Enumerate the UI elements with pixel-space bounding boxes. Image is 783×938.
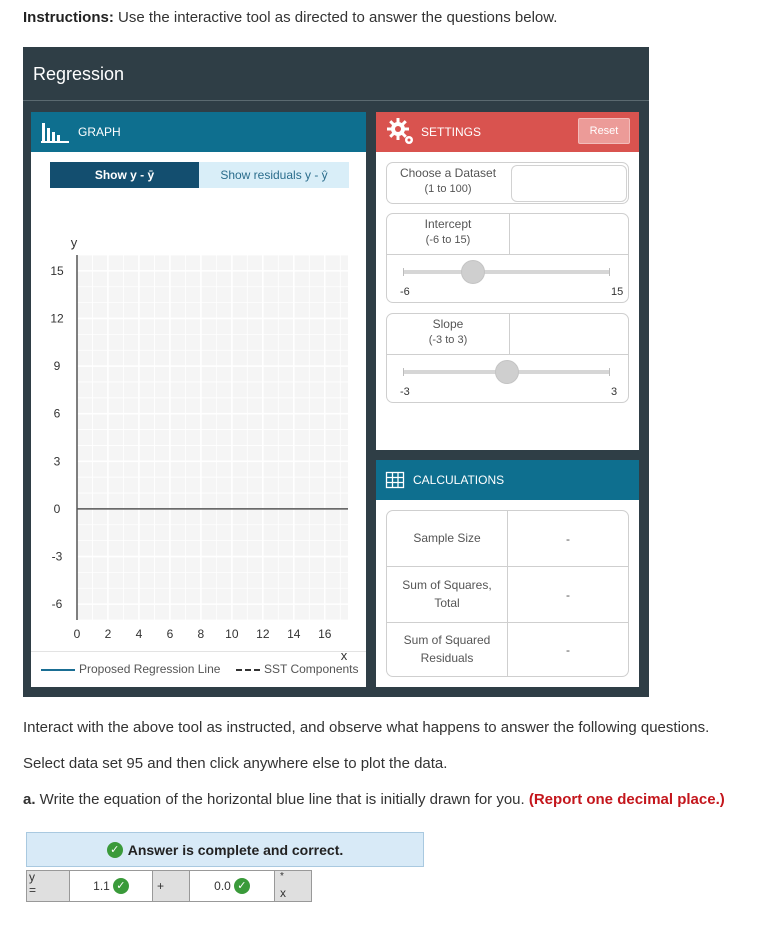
graph-header [31,112,366,152]
calculations-header [376,460,639,500]
check-circle-icon: ✓ [107,842,123,858]
slope-separator [509,314,510,354]
graph-legend [31,651,366,687]
x-tick-label: 10 [225,627,239,641]
intercept-answer-cell[interactable] [69,870,153,902]
legend-sst [236,662,359,676]
intercept-box [386,213,629,303]
slope-slider-tick-min [403,368,404,376]
reset-button[interactable]: Reset [578,118,630,144]
y-tick-label: 15 [50,263,64,278]
table-grid-icon [386,472,404,488]
slope-answer: 0.0 [214,879,231,893]
intercept-min-label: -6 [400,286,410,298]
intercept-slider-tick-max [609,268,610,276]
y-tick-label: 12 [50,311,64,326]
calc-name: Sample Size [413,530,481,545]
y-equals-cell [26,870,70,902]
settings-panel [376,112,639,450]
times-sign: * [280,871,284,882]
x-tick-label: 0 [73,627,81,641]
legend-dashed-line [236,669,260,671]
y-tick-label: 9 [53,359,61,374]
show-y-minus-ybar-button[interactable]: Show y - ȳ [50,162,199,188]
y-label: y [29,870,35,884]
intercept-slider-thumb[interactable] [461,260,485,284]
app-divider [23,100,649,101]
x-tick-label: 14 [287,627,301,641]
equals-label: = [29,883,37,897]
x-tick-label: 12 [256,627,270,641]
intercept-label [387,214,509,246]
slope-box [386,313,629,403]
dataset-label [387,163,509,195]
dataset-range: (1 to 100) [424,183,472,195]
calc-value: - [566,531,570,546]
settings-header-label: SETTINGS [421,125,482,139]
calc-value: - [566,587,570,602]
intercept-slider-tick-min [403,268,404,276]
instructions [23,9,557,26]
calc-row-ssr [387,622,628,677]
y-axis-title: y [70,235,78,250]
y-tick-label: 6 [53,406,61,421]
slope-range: (-3 to 3) [428,334,468,346]
check-circle-icon: ✓ [234,878,250,894]
x-label: x [280,886,286,900]
answer-banner [26,832,424,867]
slope-answer-cell[interactable] [189,870,275,902]
regression-tool [23,47,649,697]
intercept-answer: 1.1 [93,879,110,893]
x-tick-label: 16 [318,627,332,641]
legend-regression [41,662,220,676]
intercept-slider-track [403,270,610,274]
part-a-label: a. [23,791,36,808]
slope-slider-thumb[interactable] [495,360,519,384]
dataset-label-text: Choose a Dataset [399,166,497,180]
question-step: Select data set 95 and then click anywhere else to plot the data. [23,755,448,772]
slope-min-label: -3 [400,386,410,398]
slope-slider-tick-max [609,368,610,376]
instructions-label: Instructions: [23,9,114,26]
calc-row-sample-size [387,511,628,566]
calculations-header-label: CALCULATIONS [413,473,505,487]
slope-slider[interactable] [387,355,628,403]
x-tick-label: 4 [135,627,143,641]
dataset-box [386,162,629,204]
question-part-a [23,791,725,808]
slope-label-text: Slope [432,317,464,331]
intercept-max-label: 15 [611,286,624,298]
plus-cell [152,870,190,902]
plot-background [77,255,348,620]
check-circle-icon: ✓ [113,878,129,894]
answer-banner-text: Answer is complete and correct. [127,841,344,858]
graph-header-label: GRAPH [78,125,121,139]
x-axis-title: x [340,648,348,663]
calc-name: Sum of Squared Residuals [403,633,491,665]
graph-panel [31,112,366,687]
part-a-text: Write the equation of the horizontal blue line that is initially drawn for you. [35,791,529,808]
times-x-cell [274,870,312,902]
intercept-range: (-6 to 15) [425,234,471,246]
legend-solid-line [41,669,75,671]
calc-name: Sum of Squares, Total [402,578,492,610]
dataset-input[interactable] [511,165,627,202]
intercept-label-text: Intercept [424,217,472,231]
gear-icon [386,117,416,147]
regression-plot[interactable] [31,192,366,663]
x-tick-label: 8 [197,627,205,641]
bar-chart-icon [41,120,69,144]
y-tick-label: 3 [53,454,61,469]
calculations-panel [376,460,639,687]
question-intro: Interact with the above tool as instructed, and observe what happens to answer the following questions. [23,719,710,736]
part-a-note: (Report one decimal place.) [528,791,725,808]
calc-row-sst [387,567,628,622]
x-tick-label: 6 [166,627,174,641]
calculations-table [386,510,629,677]
settings-header [376,112,639,152]
slope-max-label: 3 [611,386,618,398]
legend-sst-label: SST Components [264,662,359,676]
x-tick-label: 2 [104,627,112,641]
calc-value: - [566,642,570,657]
slope-label [387,314,509,346]
y-tick-label: 0 [53,501,61,516]
y-tick-label: -6 [51,597,63,612]
intercept-slider[interactable] [387,255,628,303]
app-title: Regression [33,64,125,84]
intercept-separator [509,214,510,254]
show-residuals-button[interactable]: Show residuals y - ŷ [199,162,349,188]
y-tick-label: -3 [51,549,63,564]
legend-regression-label: Proposed Regression Line [79,662,221,676]
plus-sign: + [157,879,165,893]
instructions-text: Use the interactive tool as directed to answer the questions below. [113,9,558,26]
